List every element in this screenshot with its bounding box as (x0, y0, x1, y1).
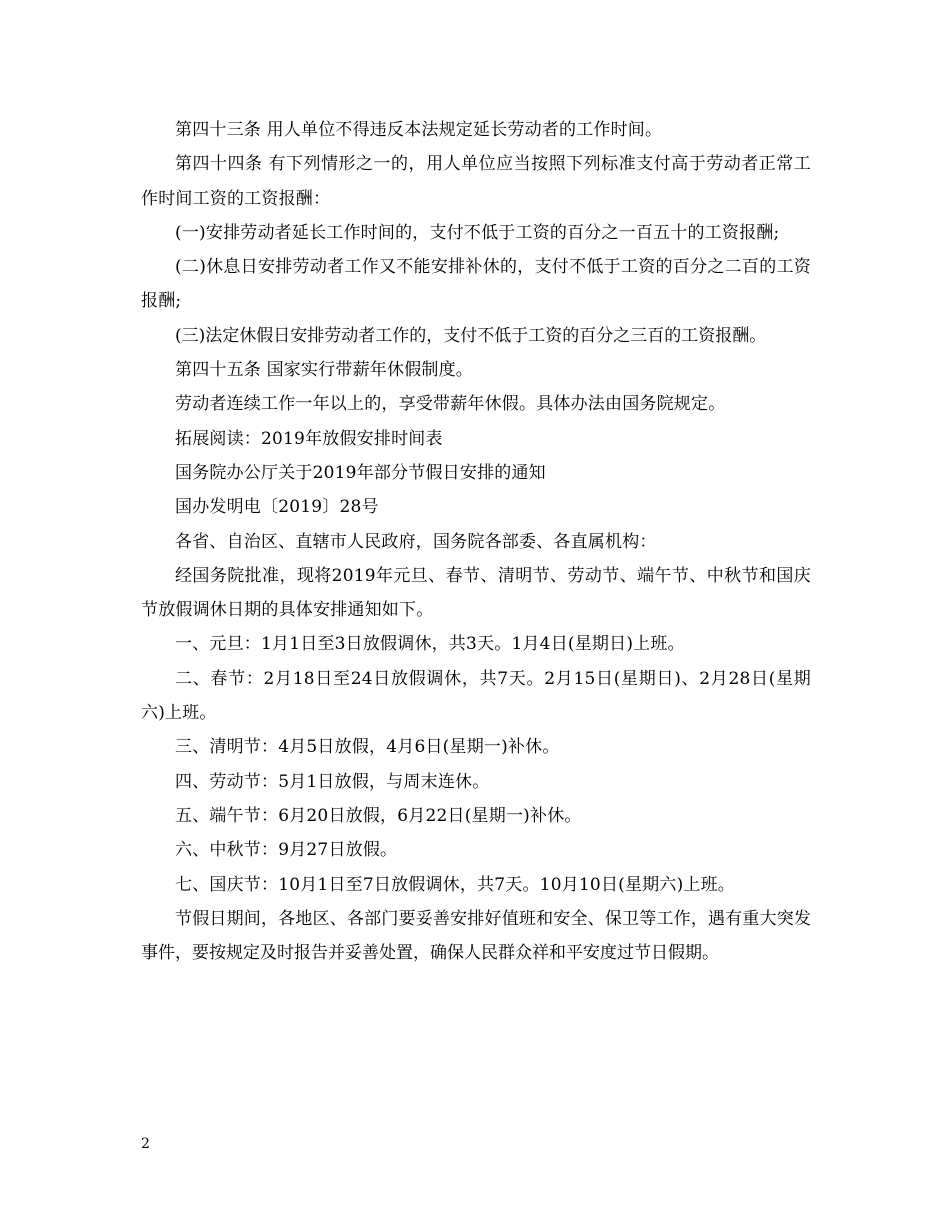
paragraph-paid-leave: 劳动者连续工作一年以上的，享受带薪年休假。具体办法由国务院规定。 (175, 394, 726, 415)
paragraph-article-45: 第四十五条 国家实行带薪年休假制度。 (175, 360, 474, 381)
paragraph-item-3: (三)法定休假日安排劳动者工作的，支付不低于工资的百分之三百的工资报酬。 (175, 325, 767, 346)
paragraph-notice-number: 国办发明电〔2019〕28号 (175, 497, 379, 518)
paragraph-notice-title: 国务院办公厅关于2019年部分节假日安排的通知 (175, 462, 546, 483)
document-body (141, 113, 811, 970)
page-number: 2 (141, 1136, 150, 1152)
paragraph-item-1: (一)安排劳动者延长工作时间的，支付不低于工资的百分之一百五十的工资报酬; (175, 222, 780, 243)
paragraph-article-43: 第四十三条 用人单位不得违反本法规定延长劳动者的工作时间。 (175, 120, 663, 140)
paragraph-recipients: 各省、自治区、直辖市人民政府，国务院各部委、各直属机构： (175, 531, 657, 552)
paragraph-national-day: 七、国庆节：10月1日至7日放假调休，共7天。10月10日(星期六)上班。 (175, 874, 736, 895)
paragraph-labor-day: 四、劳动节：5月1日放假，与周末连休。 (175, 771, 490, 792)
paragraph-article-44: 第四十四条 有下列情形之一的，用人单位应当按照下列标准支付高于劳动者正常工作时间工资的工资报酬： (141, 154, 811, 209)
paragraph-item-2: (二)休息日安排劳动者工作又不能安排补休的，支付不低于工资的百分之二百的工资报酬; (141, 257, 811, 312)
paragraph-intro: 经国务院批准，现将2019年元旦、春节、清明节、劳动节、端午节、中秋节和国庆节放假调休日期的具体安排通知如下。 (141, 565, 811, 621)
paragraph-closing: 节假日期间，各地区、各部门要妥善安排好值班和安全、保卫等工作，遇有重大突发事件，要按规定及时报告并妥善处置，确保人民群众祥和平安度过节日假期。 (141, 908, 811, 964)
paragraph-dragon-boat: 五、端午节：6月20日放假，6月22日(星期一)补休。 (175, 805, 582, 826)
paragraph-spring-festival: 二、春节：2月18日至24日放假调休，共7天。2月15日(星期日)、2月28日(星期六)上班。 (141, 668, 811, 724)
paragraph-extended-reading: 拓展阅读：2019年放假安排时间表 (175, 428, 443, 449)
paragraph-qingming: 三、清明节：4月5日放假，4月6日(星期一)补休。 (175, 737, 560, 758)
paragraph-mid-autumn: 六、中秋节：9月27日放假。 (175, 840, 398, 861)
paragraph-new-year: 一、元旦：1月1日至3日放假调休，共3天。1月4日(星期日)上班。 (175, 634, 685, 655)
